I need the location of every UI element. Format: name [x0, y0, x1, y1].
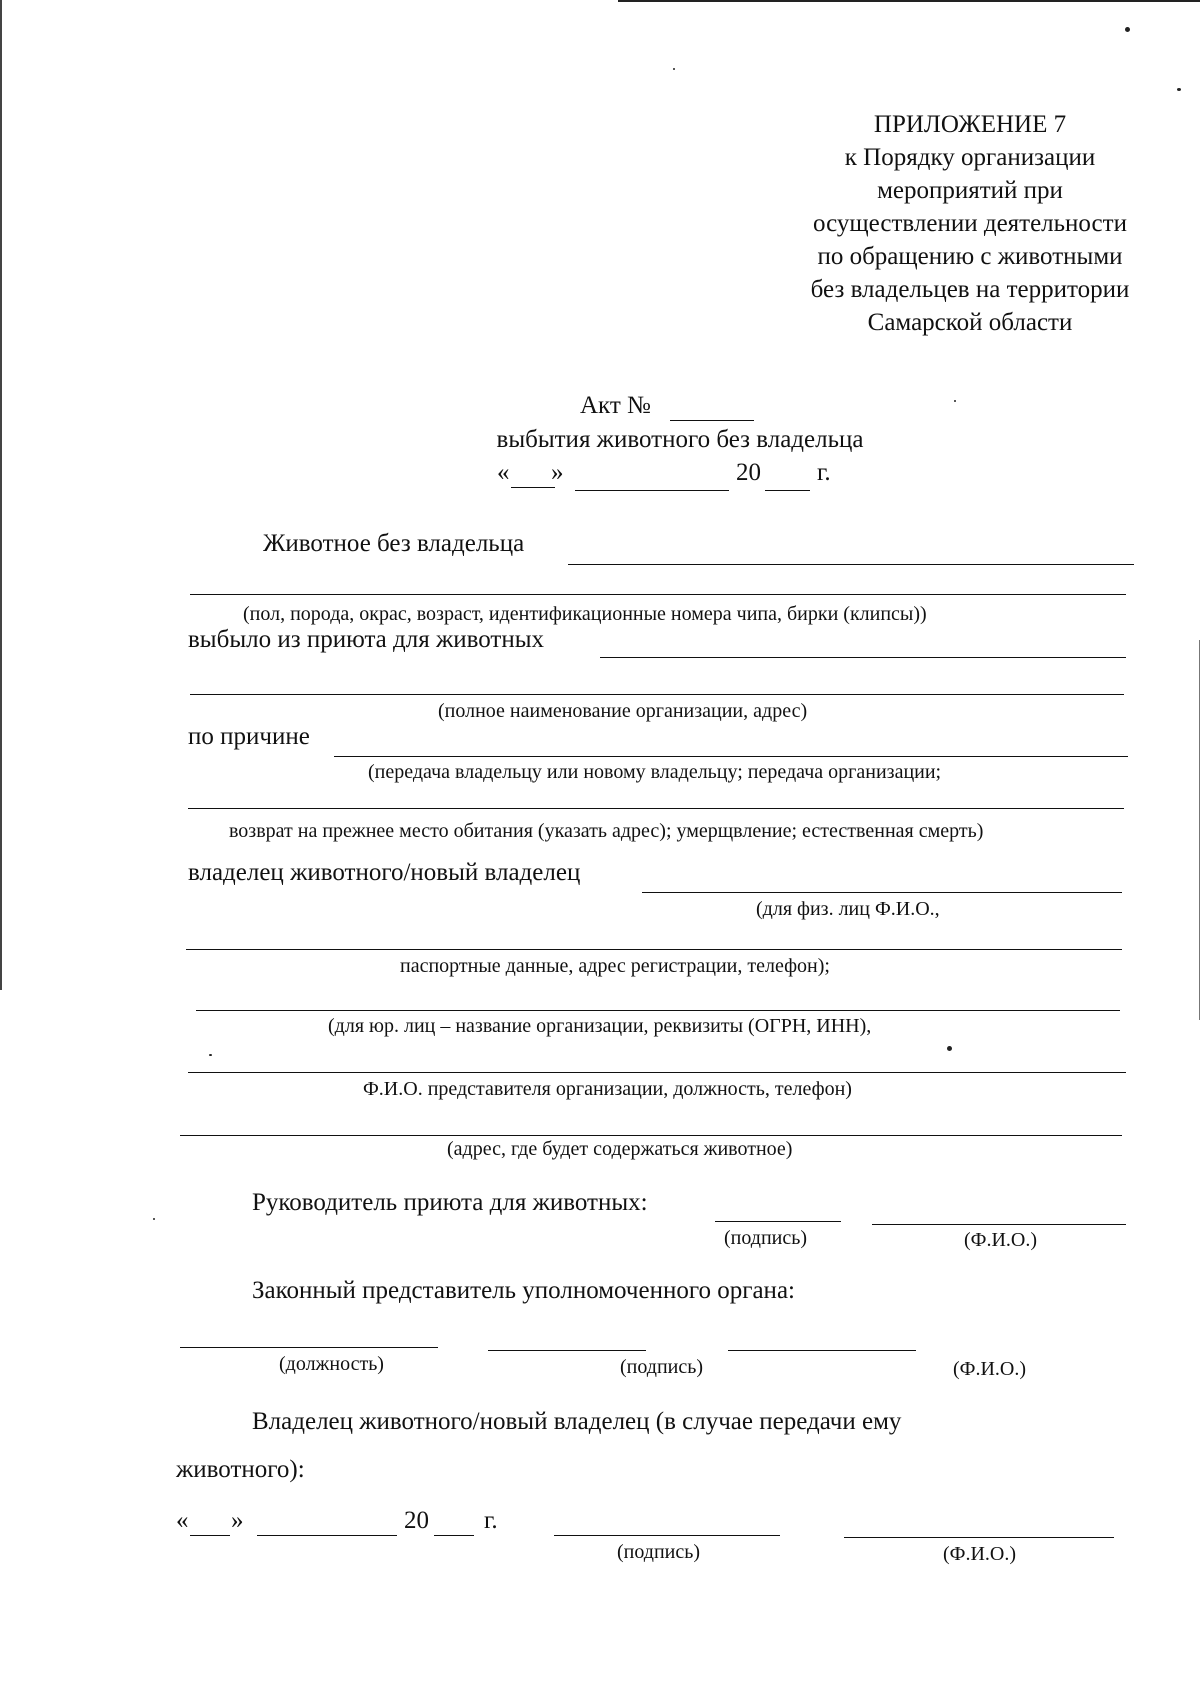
- act-date-open: «: [497, 459, 510, 486]
- appendix-line: мероприятий при: [877, 177, 1063, 204]
- rep-label: Законный представитель уполномоченного органа:: [252, 1277, 795, 1304]
- page-edge-top: [618, 0, 1200, 2]
- appendix-header: [770, 108, 1170, 339]
- reason-field-2[interactable]: [188, 808, 1124, 809]
- owner-hint-2: паспортные данные, адрес регистрации, телефон);: [400, 955, 830, 977]
- appendix-line: осуществлении деятельности: [813, 210, 1127, 237]
- scan-speck: [673, 68, 675, 70]
- act-number-label: Акт №: [580, 392, 651, 419]
- act-year-prefix: 20: [736, 459, 761, 486]
- act-date-close: »: [551, 459, 564, 486]
- owner-date-close: »: [231, 1507, 244, 1534]
- appendix-line: Самарской области: [867, 309, 1073, 336]
- owner-hint-5: (адрес, где будет содержаться животное): [447, 1138, 793, 1160]
- owner-field-2[interactable]: [186, 949, 1122, 950]
- owner-hint-1: (для физ. лиц Ф.И.О.,: [756, 898, 940, 920]
- owner-sign-label-2: животного):: [176, 1456, 305, 1483]
- owner-field-5[interactable]: [180, 1135, 1122, 1136]
- owner-date-month-field[interactable]: [257, 1535, 397, 1536]
- head-sign-hint: (подпись): [724, 1227, 808, 1249]
- owner-date-open: «: [176, 1507, 189, 1534]
- owner-sign-label-1: Владелец животного/новый владелец (в случае передачи ему: [252, 1408, 902, 1435]
- act-date-month-field[interactable]: [575, 490, 729, 491]
- scan-speck: [1177, 88, 1181, 91]
- animal-field-2[interactable]: [190, 594, 1126, 595]
- appendix-line: по обращению с животными: [817, 243, 1123, 270]
- appendix-title: ПРИЛОЖЕНИЕ 7: [873, 111, 1067, 138]
- rep-fio-field[interactable]: [728, 1350, 916, 1351]
- rep-sign-hint: (подпись): [620, 1356, 704, 1378]
- act-year-suffix: г.: [817, 459, 831, 486]
- owner-sign-field[interactable]: [554, 1535, 780, 1536]
- rep-position-field[interactable]: [180, 1347, 438, 1348]
- act-year-field[interactable]: [765, 490, 810, 491]
- animal-label: Животное без владельца: [263, 530, 525, 557]
- act-date-day-field[interactable]: [511, 487, 555, 488]
- scan-speck: [153, 1218, 155, 1220]
- owner-fio-field[interactable]: [844, 1537, 1114, 1538]
- owner-year-field[interactable]: [434, 1535, 474, 1536]
- rep-fio-hint: (Ф.И.О.): [953, 1358, 1027, 1380]
- head-label: Руководитель приюта для животных:: [252, 1189, 648, 1216]
- rep-sign-field[interactable]: [488, 1350, 646, 1351]
- reason-hint-2: возврат на прежнее место обитания (указать адрес); умерщвление; естественная смерть): [229, 820, 984, 842]
- page-edge-left: [0, 0, 2, 990]
- owner-hint-4: Ф.И.О. представителя организации, должность, телефон): [363, 1078, 852, 1100]
- appendix-line: без владельцев на территории: [810, 276, 1130, 303]
- owner-date-day-field[interactable]: [190, 1535, 230, 1536]
- owner-hint-3: (для юр. лиц – название организации, реквизиты (ОГРН, ИНН),: [328, 1015, 872, 1037]
- reason-field-1[interactable]: [334, 756, 1128, 757]
- head-fio-hint: (Ф.И.О.): [964, 1229, 1038, 1251]
- owner-fio-hint: (Ф.И.О.): [943, 1543, 1017, 1565]
- owner-field-3[interactable]: [196, 1010, 1120, 1011]
- animal-field-1[interactable]: [568, 564, 1134, 565]
- scan-speck: [209, 1054, 212, 1056]
- owner-field-1[interactable]: [642, 892, 1122, 893]
- shelter-field-2[interactable]: [190, 694, 1124, 695]
- rep-position-hint: (должность): [279, 1353, 384, 1375]
- scan-speck: [1125, 27, 1130, 32]
- scan-speck: [947, 1046, 952, 1051]
- owner-year-suffix: г.: [484, 1507, 498, 1534]
- act-subtitle: выбытия животного без владельца: [496, 426, 864, 453]
- shelter-field-1[interactable]: [600, 657, 1126, 658]
- owner-field-4[interactable]: [188, 1072, 1126, 1073]
- left-shelter-label: выбыло из приюта для животных: [188, 626, 545, 653]
- appendix-line: к Порядку организации: [844, 144, 1096, 171]
- reason-label: по причине: [188, 723, 310, 750]
- owner-label: владелец животного/новый владелец: [188, 859, 581, 886]
- owner-year-prefix: 20: [404, 1507, 429, 1534]
- scan-speck: [954, 400, 956, 402]
- animal-hint: (пол, порода, окрас, возраст, идентификационные номера чипа, бирки (клипсы)): [243, 603, 927, 625]
- head-fio-field[interactable]: [872, 1224, 1126, 1225]
- reason-hint-1: (передача владельцу или новому владельцу; передача организации;: [368, 761, 942, 783]
- org-hint: (полное наименование организации, адрес): [438, 700, 808, 722]
- owner-sign-hint: (подпись): [617, 1541, 701, 1563]
- head-sign-field[interactable]: [715, 1221, 841, 1222]
- act-number-field[interactable]: [670, 420, 754, 421]
